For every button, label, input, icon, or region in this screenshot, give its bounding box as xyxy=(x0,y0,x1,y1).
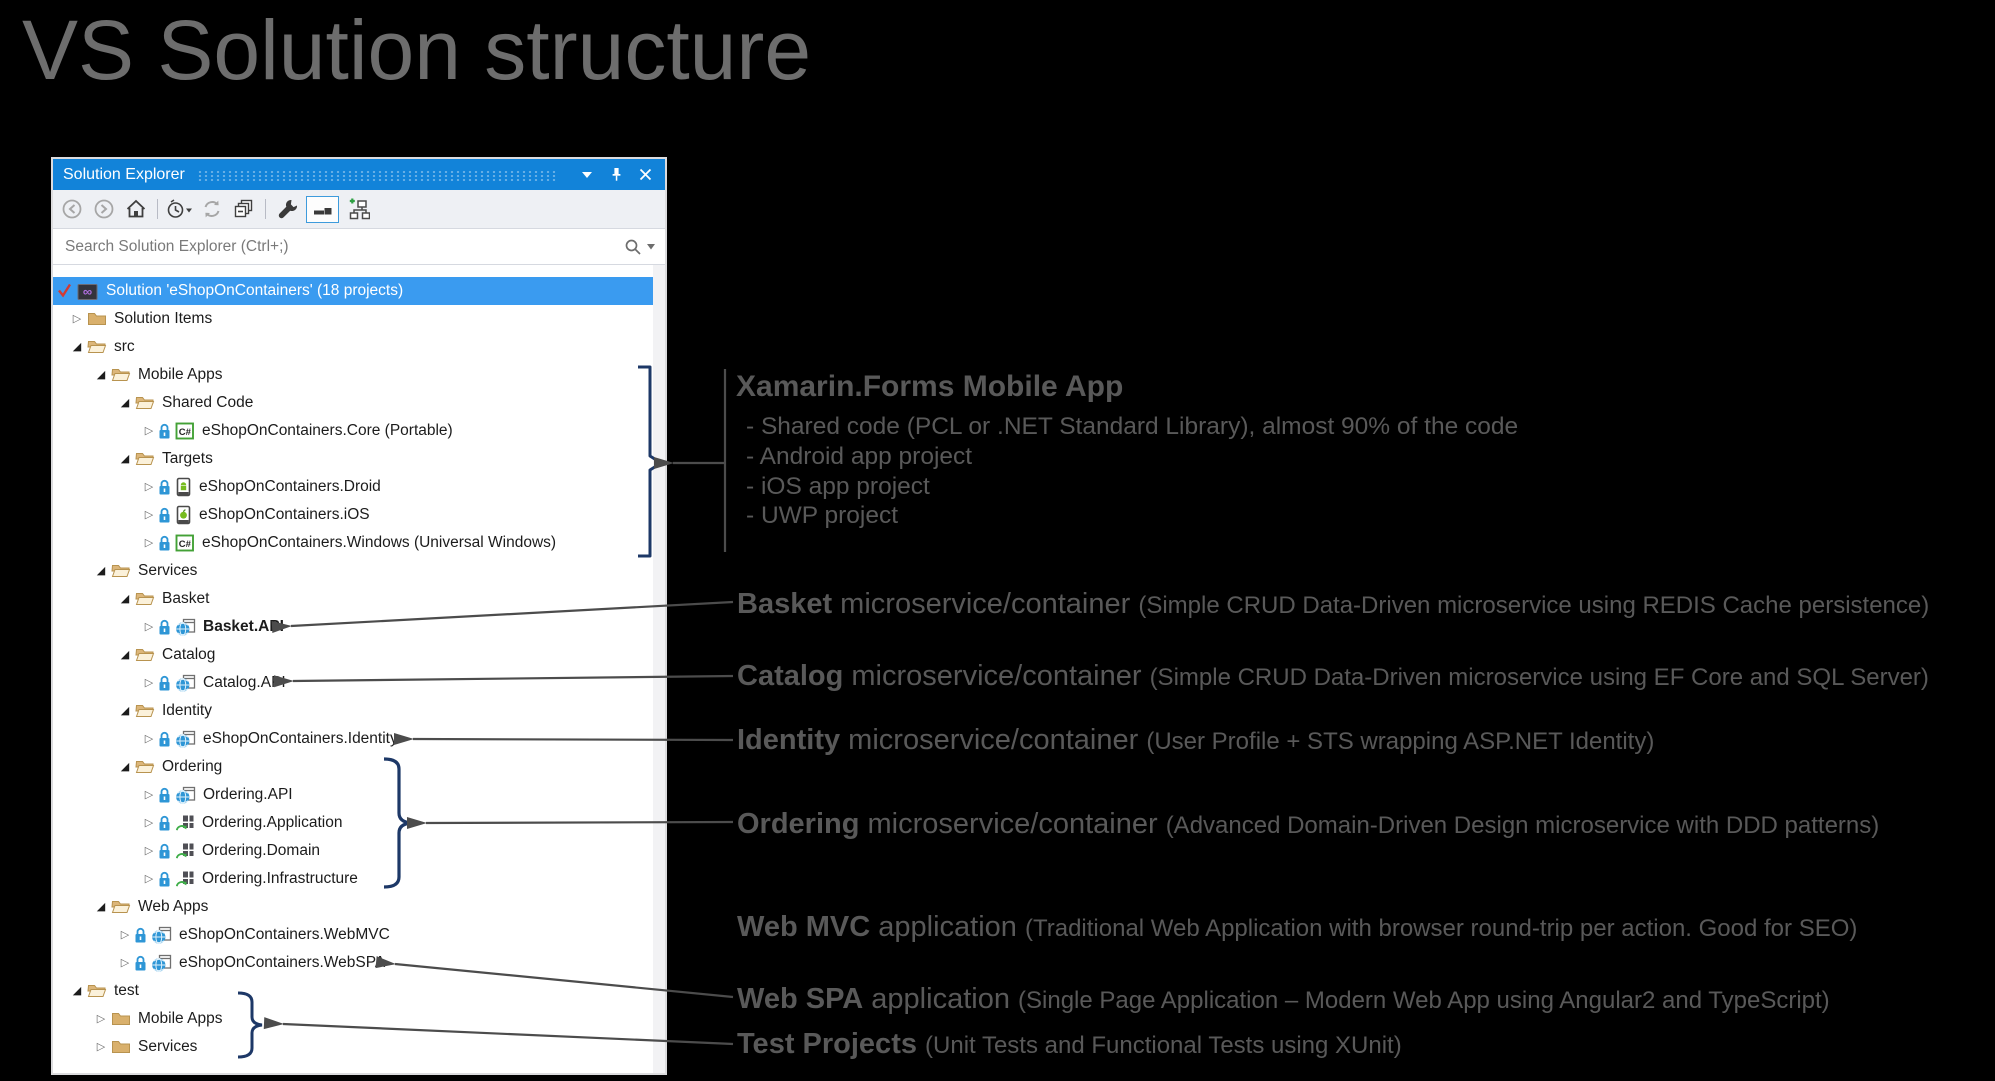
sync-icon xyxy=(201,198,223,220)
expander-collapsed-icon[interactable]: ▷ xyxy=(144,676,154,689)
web-icon xyxy=(175,730,196,749)
tree-item-label: Ordering.Infrastructure xyxy=(202,870,358,887)
properties-wrench-button[interactable] xyxy=(274,196,301,223)
tree-row[interactable] xyxy=(53,445,653,473)
tree-row[interactable] xyxy=(53,417,653,445)
lock-icon xyxy=(158,535,171,552)
lock-icon xyxy=(158,423,171,440)
forward-icon xyxy=(93,198,115,220)
properties-wrench-icon xyxy=(277,198,299,220)
callout-paren-text: (Unit Tests and Functional Tests using XUnit) xyxy=(925,1032,1402,1059)
tree-item-label: Solution Items xyxy=(114,310,213,327)
svg-text:∞: ∞ xyxy=(82,283,93,299)
droid-icon xyxy=(175,477,192,497)
folder-open-icon xyxy=(135,590,155,608)
expander-collapsed-icon[interactable]: ▷ xyxy=(144,620,154,633)
callout-web-spa xyxy=(737,980,1830,1020)
collapse-all-button[interactable] xyxy=(230,196,257,223)
folder-open-icon xyxy=(135,646,155,664)
callout-paren-text: (Simple CRUD Data-Driven microservice using REDIS Cache persistence) xyxy=(1138,592,1930,619)
tree-item-label: Ordering.API xyxy=(203,786,293,803)
callout-ordering xyxy=(737,805,1879,845)
folder-open-icon xyxy=(87,982,107,1000)
page-title: VS Solution structure xyxy=(22,3,812,97)
tree-item-label: Catalog.API xyxy=(203,674,286,691)
tree-item-label: Identity xyxy=(162,702,212,719)
tree-row[interactable] xyxy=(53,613,653,641)
svg-text:C#: C# xyxy=(178,427,191,438)
tree-item-label: Catalog xyxy=(162,646,216,663)
lock-icon xyxy=(158,507,171,524)
xamarin-annotation-item: - Shared code (PCL or .NET Standard Library), almost 90% of the code xyxy=(746,413,1519,440)
callout-mid-text: microservice/container xyxy=(843,660,1150,692)
tree-item-label: eShopOnContainers.Droid xyxy=(199,478,381,495)
callout-paren-text: (Advanced Domain-Driven Design microservice with DDD patterns) xyxy=(1165,812,1880,839)
web-icon xyxy=(175,618,196,637)
tree-row[interactable] xyxy=(53,585,653,613)
tree-row[interactable] xyxy=(53,1033,653,1061)
expander-collapsed-icon[interactable]: ▷ xyxy=(144,816,154,829)
tree-row[interactable] xyxy=(53,501,653,529)
expander-expanded-icon[interactable]: ◢ xyxy=(120,452,130,465)
tree-row[interactable] xyxy=(53,921,653,949)
expander-expanded-icon[interactable]: ◢ xyxy=(120,704,130,717)
ios-icon xyxy=(175,505,192,525)
tree-scrollbar[interactable] xyxy=(653,265,665,1073)
tree-item-label: Web Apps xyxy=(138,898,209,915)
web-icon xyxy=(175,674,196,693)
panel-toolbar xyxy=(53,190,665,228)
callout-bold-text: Web MVC xyxy=(737,911,871,943)
expander-expanded-icon[interactable]: ◢ xyxy=(72,984,82,997)
expander-collapsed-icon[interactable]: ▷ xyxy=(144,872,154,885)
new-view-button[interactable] xyxy=(344,196,371,223)
xamarin-annotation-item: - Android app project xyxy=(746,442,973,470)
callout-mid-text: application xyxy=(870,911,1025,943)
xamarin-annotation-item: - iOS app project xyxy=(746,472,930,500)
tree-item-label: eShopOnContainers.WebSPA xyxy=(179,954,386,971)
back-button[interactable] xyxy=(58,196,85,223)
collapse-all-icon xyxy=(233,198,255,220)
folder-open-icon xyxy=(135,394,155,412)
folder-open-icon xyxy=(135,450,155,468)
tree-row[interactable] xyxy=(53,893,653,921)
close-icon[interactable] xyxy=(635,165,655,185)
tree-row[interactable] xyxy=(53,669,653,697)
history-button[interactable] xyxy=(166,196,193,223)
folder-open-icon xyxy=(135,702,155,720)
lock-icon xyxy=(158,815,171,832)
lib-icon xyxy=(175,814,195,833)
search-bar xyxy=(53,228,665,265)
svg-text:C#: C# xyxy=(178,539,191,550)
lock-icon xyxy=(158,843,171,860)
tree-row[interactable] xyxy=(53,697,653,725)
callout-paren-text: (Traditional Web Application with browser round-trip per action. Good for SEO) xyxy=(1024,915,1858,942)
callout-identity xyxy=(737,721,1654,761)
web-icon xyxy=(151,954,172,973)
tree-row[interactable] xyxy=(53,837,653,865)
tree-item-label: Mobile Apps xyxy=(138,1010,223,1027)
expander-collapsed-icon[interactable]: ▷ xyxy=(144,788,154,801)
expander-expanded-icon[interactable]: ◢ xyxy=(96,900,106,913)
callout-web-mvc xyxy=(737,908,1857,948)
tree-item-label: Basket.API xyxy=(203,618,284,635)
panel-title: Solution Explorer xyxy=(63,165,185,183)
tree-item-label: Shared Code xyxy=(162,394,254,411)
tree-item-label: Services xyxy=(138,562,198,579)
expander-collapsed-icon[interactable]: ▷ xyxy=(144,508,154,521)
folder-closed-icon xyxy=(111,1010,131,1028)
solution-icon xyxy=(75,282,99,301)
tree-row[interactable] xyxy=(53,529,653,557)
expander-collapsed-icon[interactable]: ▷ xyxy=(72,312,82,325)
tree-row[interactable] xyxy=(53,389,653,417)
folder-open-icon xyxy=(111,898,131,916)
expander-expanded-icon[interactable]: ◢ xyxy=(96,368,106,381)
tree-item-label: Solution 'eShopOnContainers' (18 projects) xyxy=(106,282,404,299)
panel-titlebar[interactable] xyxy=(53,159,665,190)
callout-mid-text: microservice/container xyxy=(859,808,1166,840)
expander-collapsed-icon[interactable]: ▷ xyxy=(144,424,154,437)
folder-open-icon xyxy=(111,366,131,384)
callout-catalog xyxy=(737,657,1929,697)
callout-bold-text: Identity xyxy=(737,724,841,756)
web-icon xyxy=(175,786,196,805)
sync-button[interactable] xyxy=(198,196,225,223)
preview-selected-icon xyxy=(312,198,334,220)
solution-tree xyxy=(53,265,653,1073)
callout-mid-text xyxy=(917,1028,925,1060)
tree-item-label: src xyxy=(114,338,135,355)
tree-row[interactable] xyxy=(53,277,653,305)
tree-row[interactable] xyxy=(53,473,653,501)
tree-item-label: Basket xyxy=(162,590,210,607)
history-icon xyxy=(166,198,193,220)
callout-paren-text: (User Profile + STS wrapping ASP.NET Identity) xyxy=(1146,728,1655,755)
tree-row[interactable] xyxy=(53,781,653,809)
expander-collapsed-icon[interactable]: ▷ xyxy=(96,1040,106,1053)
web-icon xyxy=(151,926,172,945)
callout-basket xyxy=(737,585,1929,625)
lock-icon xyxy=(134,955,147,972)
lock-icon xyxy=(158,675,171,692)
callout-test-projects xyxy=(737,1025,1402,1065)
lib-icon xyxy=(175,842,195,861)
tree-row[interactable] xyxy=(53,1005,653,1033)
folder-closed-icon xyxy=(111,1038,131,1056)
tree-item-label: Ordering xyxy=(162,758,223,775)
titlebar-grip[interactable] xyxy=(197,170,556,182)
window-position-chevron-down-icon[interactable] xyxy=(577,165,597,185)
lock-icon xyxy=(158,787,171,804)
expander-collapsed-icon[interactable]: ▷ xyxy=(144,732,154,745)
tree-row[interactable] xyxy=(53,809,653,837)
callout-bold-text: Catalog xyxy=(737,660,844,692)
tree-item-label: Ordering.Domain xyxy=(202,842,321,859)
tree-item-label: test xyxy=(114,982,139,999)
tree-item-label: eShopOnContainers.Windows (Universal Windows) xyxy=(202,534,557,551)
tree-item-label: eShopOnContainers.Core (Portable) xyxy=(202,422,453,439)
csharp-icon xyxy=(175,534,195,552)
xamarin-annotation xyxy=(736,370,1518,531)
expander-collapsed-icon[interactable]: ▷ xyxy=(120,956,130,969)
expander-expanded-icon[interactable]: ◢ xyxy=(96,564,106,577)
folder-open-icon xyxy=(135,758,155,776)
tree-row[interactable] xyxy=(53,753,653,781)
callout-bold-text: Test Projects xyxy=(737,1028,917,1060)
tree-row[interactable] xyxy=(53,305,653,333)
preview-selected-button[interactable] xyxy=(306,196,339,223)
lock-icon xyxy=(158,619,171,636)
home-icon xyxy=(125,198,147,220)
home-button[interactable] xyxy=(122,196,149,223)
search-options-chevron-icon[interactable] xyxy=(647,244,655,250)
tree-row[interactable] xyxy=(53,361,653,389)
lib-icon xyxy=(175,870,195,889)
callout-mid-text: microservice/container xyxy=(840,724,1147,756)
expander-collapsed-icon[interactable]: ▷ xyxy=(144,844,154,857)
csharp-icon xyxy=(175,422,195,440)
callout-bold-text: Web SPA xyxy=(737,983,864,1015)
expander-collapsed-icon[interactable]: ▷ xyxy=(144,480,154,493)
tree-row[interactable] xyxy=(53,865,653,893)
expander-collapsed-icon[interactable]: ▷ xyxy=(96,1012,106,1025)
forward-button[interactable] xyxy=(90,196,117,223)
callout-mid-text: application xyxy=(863,983,1019,1015)
expander-expanded-icon[interactable]: ◢ xyxy=(120,760,130,773)
tree-item-label: Mobile Apps xyxy=(138,366,223,383)
tree-item-label: eShopOnContainers.WebMVC xyxy=(179,926,390,943)
expander-expanded-icon[interactable]: ◢ xyxy=(120,648,130,661)
toolbar-separator xyxy=(157,199,158,219)
expander-expanded-icon[interactable]: ◢ xyxy=(72,340,82,353)
search-input[interactable] xyxy=(63,237,624,257)
tree-row[interactable] xyxy=(53,641,653,669)
callout-paren-text: (Single Page Application – Modern Web App using Angular2 and TypeScript) xyxy=(1018,987,1830,1014)
expander-expanded-icon[interactable]: ◢ xyxy=(120,396,130,409)
search-icon[interactable] xyxy=(624,238,642,256)
folder-open-icon xyxy=(87,338,107,356)
tree-item-label: Services xyxy=(138,1038,198,1055)
lock-icon xyxy=(134,927,147,944)
callout-bold-text: Ordering xyxy=(737,808,860,840)
lock-icon xyxy=(158,731,171,748)
tree-item-label: eShopOnContainers.Identity xyxy=(203,730,398,747)
tree-row[interactable] xyxy=(53,557,653,585)
source-control-check-icon xyxy=(57,282,72,300)
folder-closed-icon xyxy=(87,310,107,328)
folder-open-icon xyxy=(111,562,131,580)
tree-row[interactable] xyxy=(53,949,653,977)
lock-icon xyxy=(158,479,171,496)
xamarin-annotation-title: Xamarin.Forms Mobile App xyxy=(736,370,1124,403)
tree-row[interactable] xyxy=(53,725,653,753)
tree-item-label: Ordering.Application xyxy=(202,814,343,831)
expander-expanded-icon[interactable]: ◢ xyxy=(120,592,130,605)
toolbar-separator xyxy=(265,199,266,219)
tree-item-label: Targets xyxy=(162,450,213,467)
solution-explorer-panel xyxy=(51,157,667,1075)
expander-collapsed-icon[interactable]: ▷ xyxy=(144,536,154,549)
tree-row[interactable] xyxy=(53,333,653,361)
callout-mid-text: microservice/container xyxy=(832,588,1139,620)
xamarin-annotation-item: - UWP project xyxy=(746,502,899,530)
tree-item-label: eShopOnContainers.iOS xyxy=(199,506,370,523)
back-icon xyxy=(61,198,83,220)
new-view-icon xyxy=(346,198,370,220)
lock-icon xyxy=(158,871,171,888)
callout-paren-text: (Simple CRUD Data-Driven microservice using EF Core and SQL Server) xyxy=(1149,664,1929,691)
pin-icon[interactable] xyxy=(606,165,626,185)
tree-row[interactable] xyxy=(53,977,653,1005)
expander-collapsed-icon[interactable]: ▷ xyxy=(120,928,130,941)
callout-bold-text: Basket xyxy=(737,588,833,620)
